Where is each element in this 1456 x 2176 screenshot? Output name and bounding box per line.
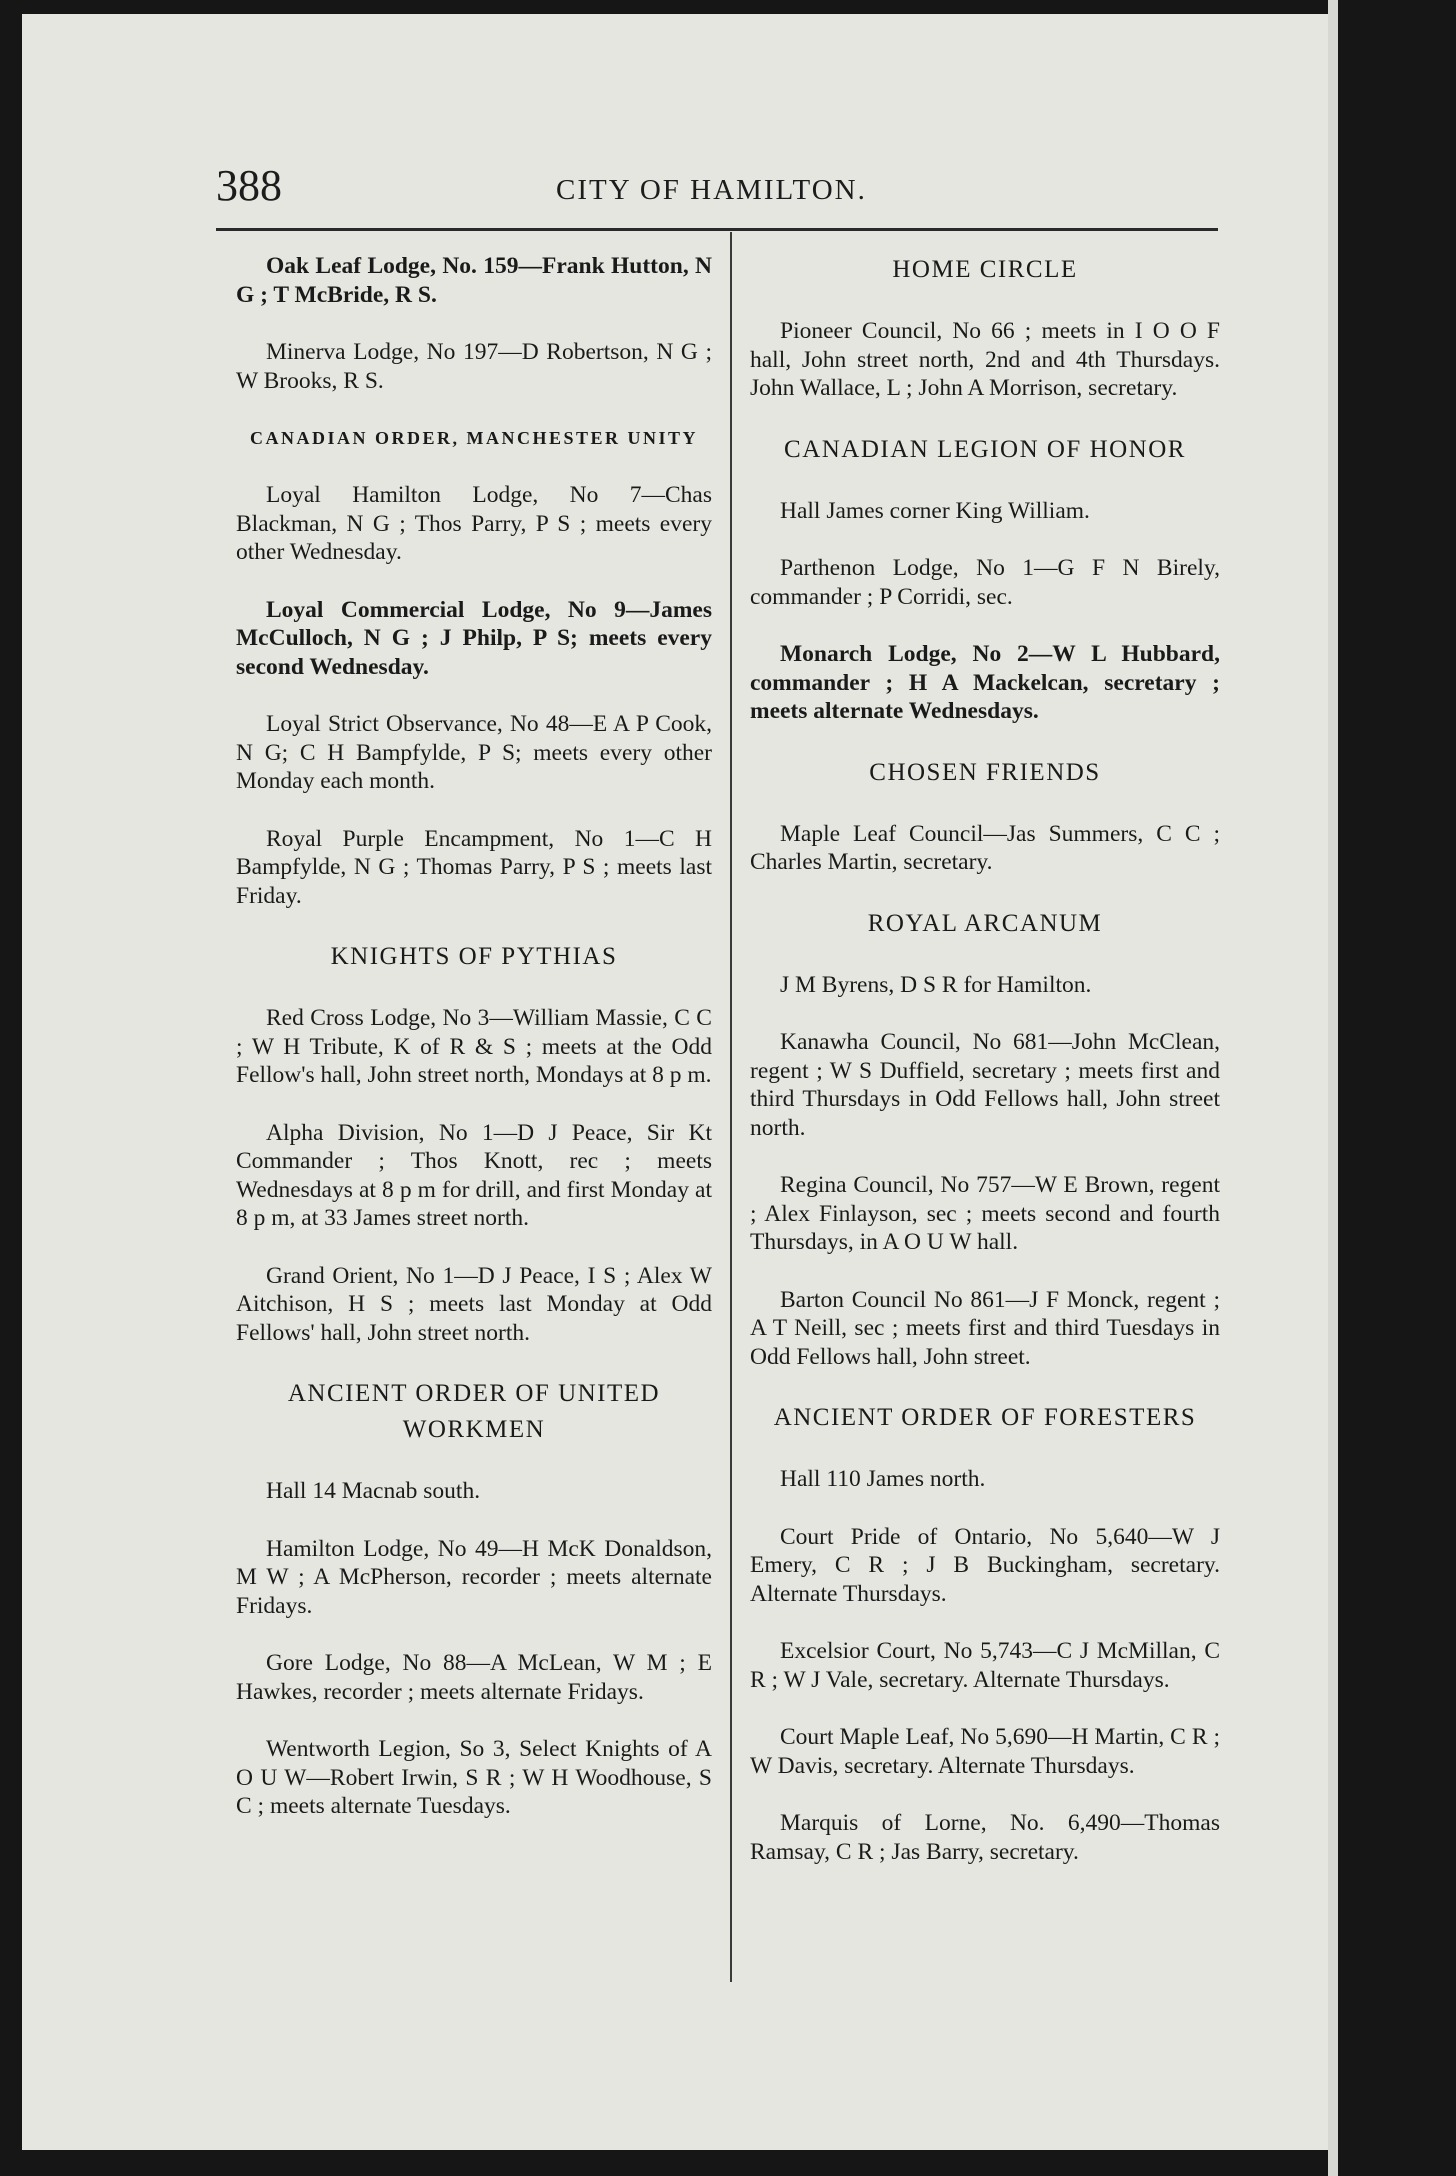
entry-excelsior-court: Excelsior Court, No 5,743—C J McMillan, C R ; W J Vale, secretary. Alternate Thursdays. bbox=[750, 1638, 1220, 1693]
entry-marquis-of-lorne: Marquis of Lorne, No. 6,490—Thomas Ramsay, C R ; Jas Barry, secretary. bbox=[750, 1810, 1220, 1865]
entry-legion-hall: Hall James corner King William. bbox=[780, 497, 1090, 524]
entry-barton-council: Barton Council No 861—J F Monck, regent ; A T Neill, sec ; meets first and third Tuesdays in Odd Fellows hall, John street. bbox=[750, 1286, 1220, 1370]
entry-red-cross-lodge: Red Cross Lodge, No 3—William Massie, C C ; W H Tribute, K of R & S ; meets at the Odd Fellow's hall, John street north, Mondays at 8 p m. bbox=[236, 1005, 712, 1088]
entry-gore-lodge: Gore Lodge, No 88—A McLean, W M ; E Hawkes, recorder ; meets alternate Fridays. bbox=[236, 1650, 712, 1705]
page-number: 388 bbox=[216, 161, 282, 210]
directory-page bbox=[22, 14, 1328, 2150]
entry-loyal-hamilton-lodge: Loyal Hamilton Lodge, No 7—Chas Blackman, N G ; Thos Parry, P S ; meets every other Wednesday. bbox=[236, 482, 712, 565]
heading-canadian-legion-of-honor: CANADIAN LEGION OF HONOR bbox=[784, 435, 1186, 463]
adjacent-page-edge bbox=[1328, 0, 1338, 2176]
heading-ancient-order-united-workmen: ANCIENT ORDER OF UNITED WORKMEN bbox=[287, 1380, 661, 1443]
entry-regina-council: Regina Council, No 757—W E Brown, regent ; Alex Finlayson, sec ; meets second and fourth Thursdays, in A O U W hall. bbox=[750, 1172, 1220, 1255]
heading-canadian-order: CANADIAN ORDER, MANCHESTER UNITY bbox=[249, 428, 699, 448]
left-column bbox=[236, 252, 712, 1850]
running-head: CITY OF HAMILTON. bbox=[556, 174, 867, 206]
heading-home-circle: HOME CIRCLE bbox=[892, 256, 1078, 283]
entry-pioneer-council: Pioneer Council, No 66 ; meets in I O O F hall, John street north, 2nd and 4th Thursdays. John Wallace, L ; John A Morrison, secretary. bbox=[750, 318, 1220, 401]
entry-wentworth-legion: Wentworth Legion, So 3, Select Knights of A O U W—Robert Irwin, S R ; W H Woodhouse, S C ; meets alternate Tuesdays. bbox=[236, 1736, 712, 1819]
entry-kanawha-council: Kanawha Council, No 681—John McClean, regent ; W S Duffield, secretary ; meets first and third Thursdays in Odd Fellows hall, John street north. bbox=[750, 1029, 1220, 1141]
entry-dsr-hamilton: J M Byrens, D S R for Hamilton. bbox=[780, 971, 1092, 998]
entry-parthenon-lodge: Parthenon Lodge, No 1—G F N Birely, commander ; P Corridi, sec. bbox=[750, 555, 1220, 610]
entry-foresters-hall: Hall 110 James north. bbox=[780, 1466, 986, 1492]
heading-royal-arcanum: ROYAL ARCANUM bbox=[867, 909, 1103, 937]
entry-grand-orient: Grand Orient, No 1—D J Peace, I S ; Alex W Aitchison, H S ; meets last Monday at Odd Fellows' hall, John street north. bbox=[236, 1262, 712, 1346]
entry-maple-leaf-council: Maple Leaf Council—Jas Summers, C C ; Charles Martin, secretary. bbox=[750, 820, 1220, 875]
entry-hamilton-lodge: Hamilton Lodge, No 49—H McK Donaldson, M W ; A McPherson, recorder ; meets alternate Fridays. bbox=[236, 1535, 712, 1619]
entry-loyal-strict-observance: Loyal Strict Observance, No 48—E A P Cook, N G; C H Bampfylde, P S; meets every other Monday each month. bbox=[236, 711, 712, 794]
entry-monarch-lodge: Monarch Lodge, No 2—W L Hubbard, commander ; H A Mackelcan, secretary ; meets alternate Wednesdays. bbox=[750, 641, 1220, 724]
header-rule bbox=[216, 228, 1218, 231]
heading-knights-of-pythias: KNIGHTS OF PYTHIAS bbox=[330, 943, 618, 970]
entry-court-maple-leaf: Court Maple Leaf, No 5,690—H Martin, C R ; W Davis, secretary. Alternate Thursdays. bbox=[750, 1724, 1220, 1779]
column-divider bbox=[730, 232, 732, 1982]
entry-aouw-hall: Hall 14 Macnab south. bbox=[266, 1478, 481, 1504]
entry-court-pride-of-ontario: Court Pride of Ontario, No 5,640—W J Emery, C R ; J B Buckingham, secretary. Alternate Thursdays. bbox=[750, 1523, 1220, 1607]
entry-loyal-commercial-lodge: Loyal Commercial Lodge, No 9—James McCulloch, N G ; J Philp, P S; meets every second Wednesday. bbox=[236, 596, 712, 680]
entry-alpha-division: Alpha Division, No 1—D J Peace, Sir Kt Commander ; Thos Knott, rec ; meets Wednesdays at 8 p m for drill, and first Monday at 8 p m, at 33 James street north. bbox=[236, 1119, 712, 1231]
entry-minerva-lodge: Minerva Lodge, No 197—D Robertson, N G ; W Brooks, R S. bbox=[236, 339, 712, 394]
entry-oak-leaf-lodge: Oak Leaf Lodge, No. 159—Frank Hutton, N G ; T McBride, R S. bbox=[236, 253, 712, 308]
right-column bbox=[750, 252, 1220, 1895]
entry-royal-purple-encampment: Royal Purple Encampment, No 1—C H Bampfylde, N G ; Thomas Parry, P S ; meets last Friday. bbox=[236, 825, 712, 909]
heading-chosen-friends: CHOSEN FRIENDS bbox=[869, 758, 1101, 786]
heading-ancient-order-of-foresters: ANCIENT ORDER OF FORESTERS bbox=[773, 1404, 1197, 1431]
